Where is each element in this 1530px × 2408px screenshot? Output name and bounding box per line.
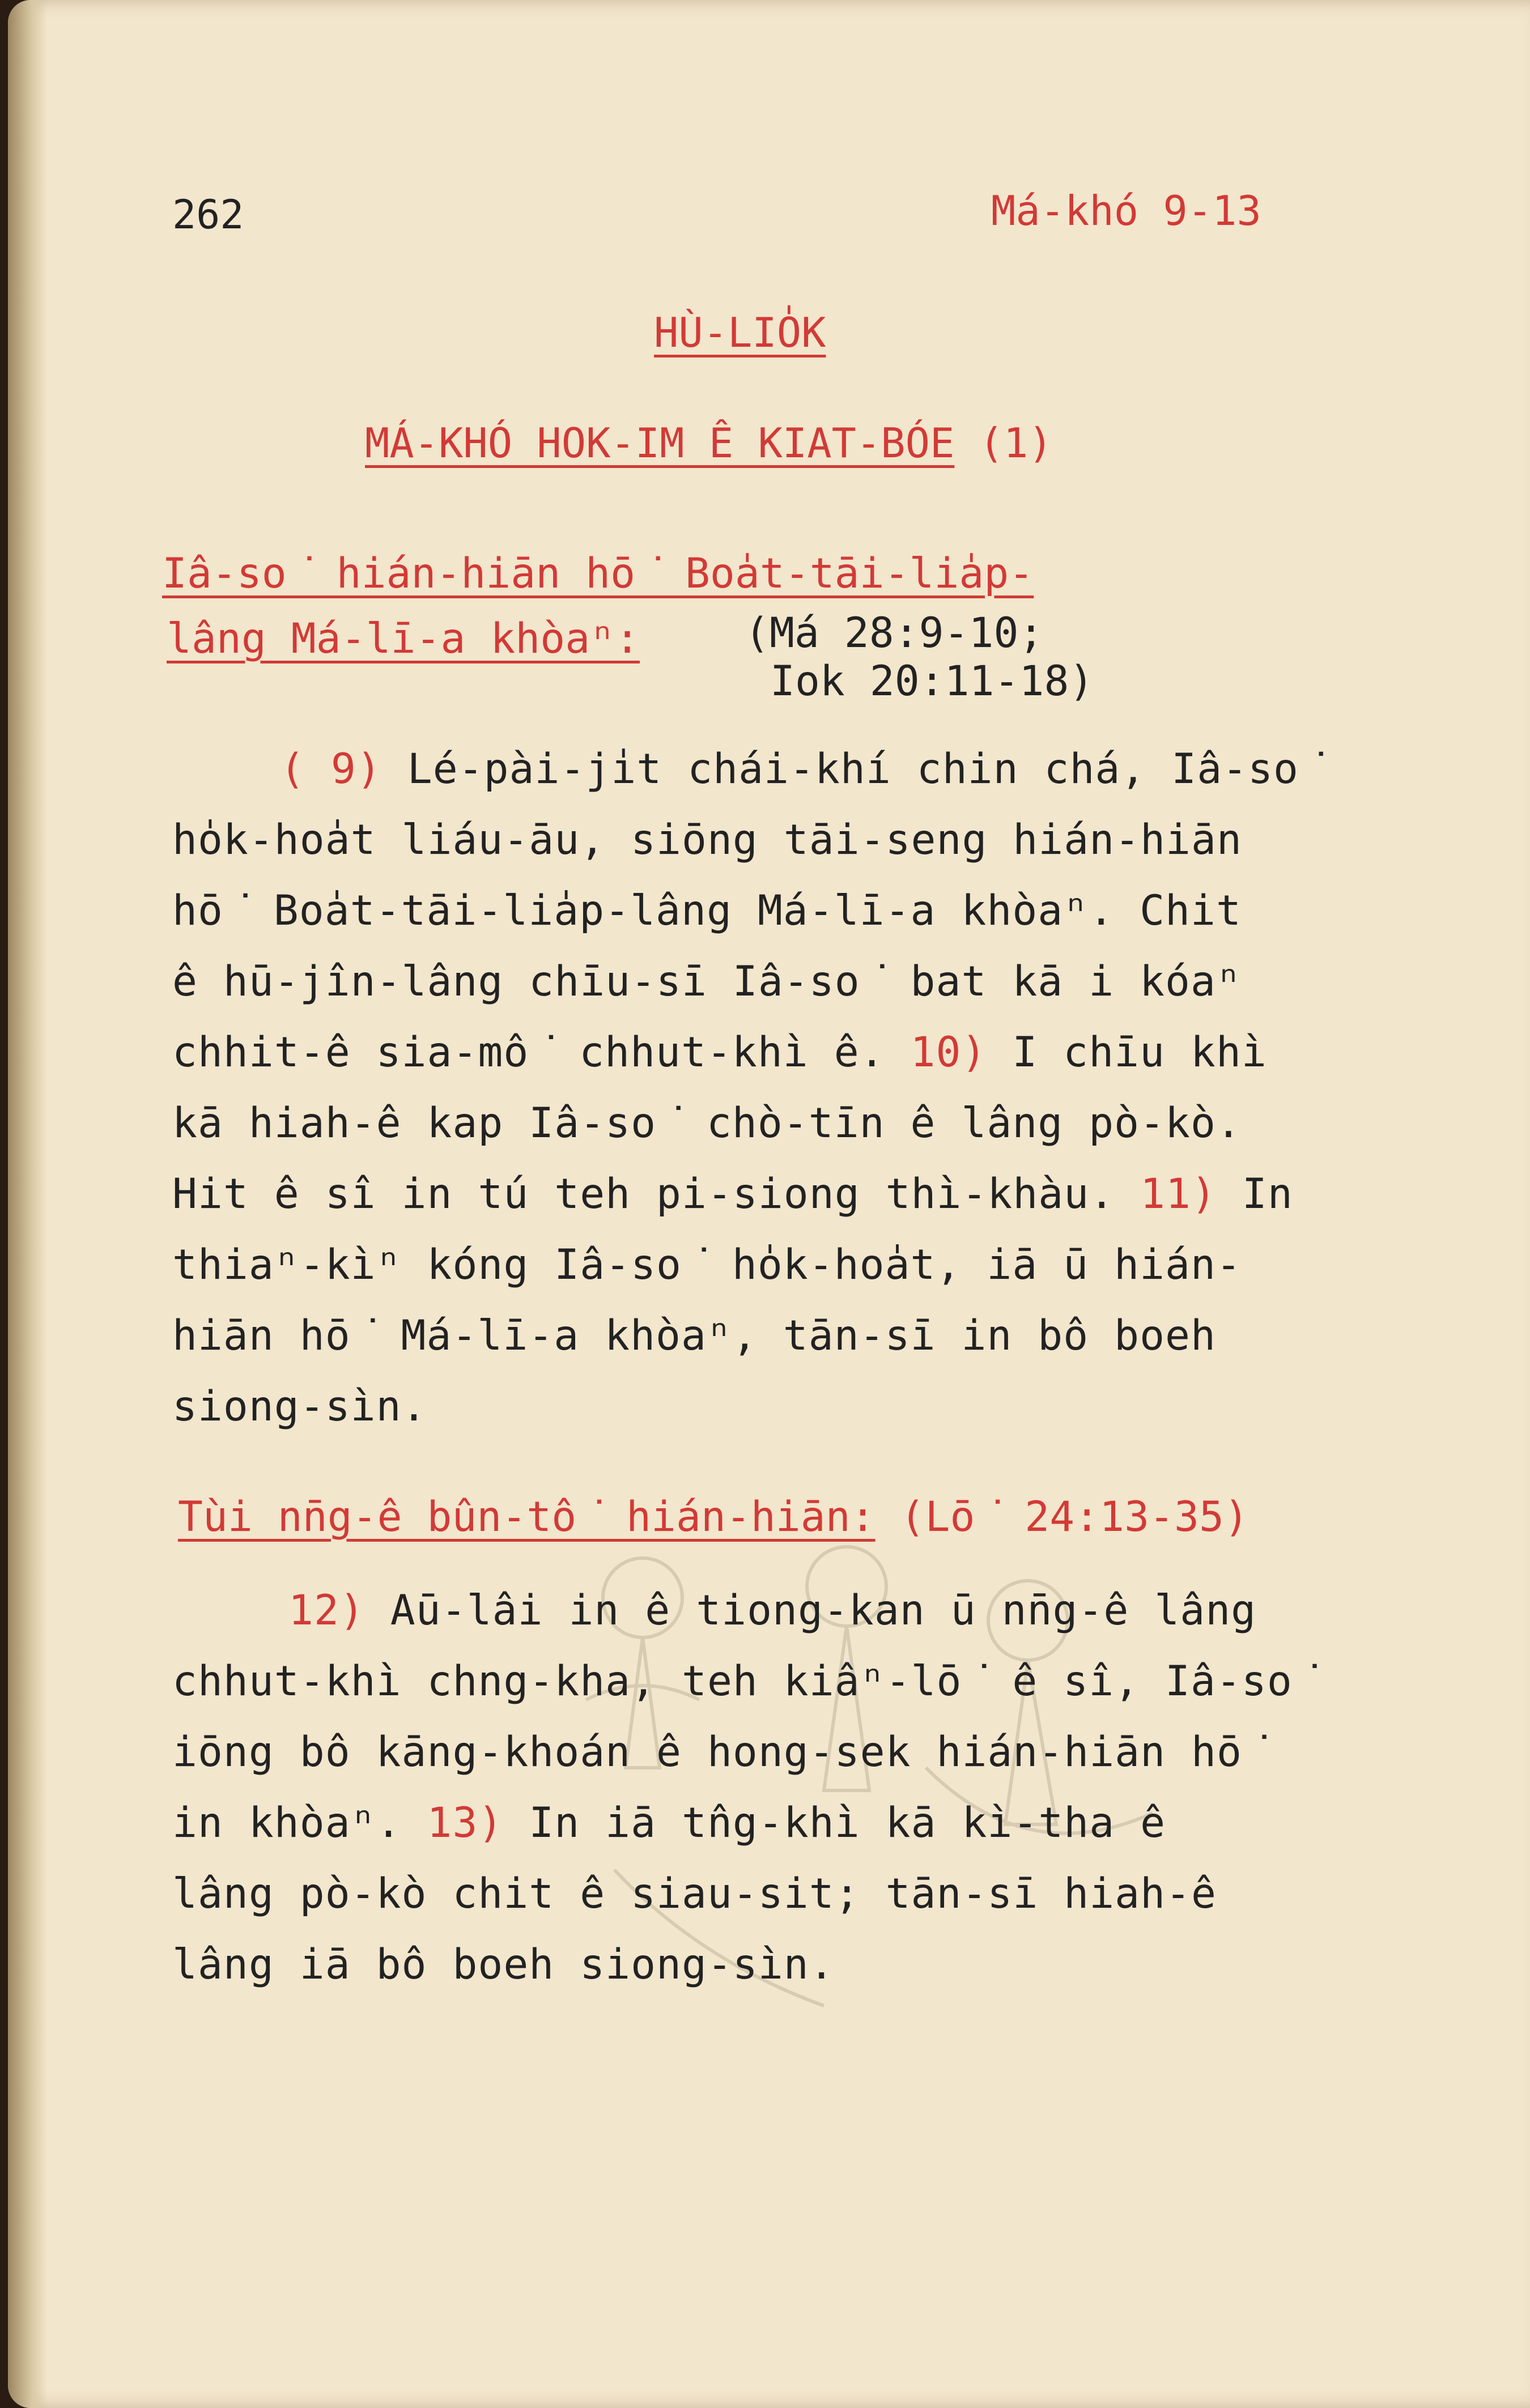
body2-line-1: 12) Aū-lâi in ê tiong-kan ū nn̄g-ê lâng xyxy=(288,1586,1257,1635)
body1-line-3: hō͘ Boa̍t-tāi-lia̍p-lâng Má-lī-a khòaⁿ. Chit xyxy=(172,887,1242,935)
body2-line-4: in khòaⁿ. 13) In iā tn̂g-khì kā kì-tha ê xyxy=(172,1799,1166,1847)
section1-ref-line2: Iok 20:11-18) xyxy=(770,657,1094,705)
verse-number: 13) xyxy=(427,1799,504,1847)
chapter-title: HÙ-LIO̍K xyxy=(654,309,826,356)
body2-line-3: iōng bô kāng-khoán ê hong-sek hián-hiān hō͘ xyxy=(172,1728,1267,1776)
body1-line-8: thiaⁿ-kìⁿ kóng Iâ-so͘ ho̍k-hoa̍t, iā ū hián- xyxy=(172,1241,1242,1289)
body2-line-5: lâng pò-kò chit ê siau-sit; tān-sī hiah-ê xyxy=(172,1870,1217,1918)
section1-heading-line1: Iâ-so͘ hián-hiān hō͘ Boa̍t-tāi-lia̍p- xyxy=(162,550,1034,598)
section2-heading: Tùi nn̄g-ê bûn-tô͘ hián-hiān: (Lō͘ 24:13-35) xyxy=(178,1493,1249,1541)
chapter-subtitle-suffix: (1) xyxy=(979,419,1053,467)
body1-line-6: kā hiah-ê kap Iâ-so͘ chò-tīn ê lâng pò-kò. xyxy=(172,1099,1242,1147)
verse-number: 12) xyxy=(288,1586,365,1635)
running-head: Má-khó 9-13 xyxy=(991,187,1261,235)
body1-line-7: Hit ê sî in tú teh pi-siong thì-khàu. 11) In xyxy=(172,1170,1293,1218)
section2-ref: (Lō͘ 24:13-35) xyxy=(900,1493,1249,1541)
body1-line-5: chhit-ê sia-mô͘ chhut-khì ê. 10) I chīu khì xyxy=(172,1028,1267,1077)
page-number: 262 xyxy=(172,192,244,238)
verse-number: 11) xyxy=(1140,1170,1217,1218)
body1-line-10: siong-sìn. xyxy=(172,1382,427,1431)
chapter-subtitle xyxy=(365,419,1053,467)
verse-number: ( 9) xyxy=(280,745,382,793)
body1-line-4: ê hū-jîn-lâng chīu-sī Iâ-so͘ bat kā i kóaⁿ xyxy=(172,958,1242,1006)
body2-line-2: chhut-khì chng-kha, teh kiâⁿ-lō͘ ê sî, Iâ-so͘ xyxy=(172,1657,1318,1705)
body2-line-6: lâng iā bô boeh siong-sìn. xyxy=(172,1941,835,1989)
verse-number: 10) xyxy=(910,1028,987,1077)
body1-line-2: ho̍k-hoa̍t liáu-āu, siōng tāi-seng hián-hiān xyxy=(172,816,1242,864)
body1-line-1: ( 9) Lé-pài-ji̍t chái-khí chin chá, Iâ-so͘ xyxy=(280,745,1324,793)
book-page xyxy=(8,0,1530,2408)
chapter-subtitle-text: MÁ-KHÓ HOK-IM Ê KIAT-BÓE xyxy=(365,419,955,467)
section1-heading-line2: lâng Má-lī-a khòaⁿ: xyxy=(167,615,640,663)
body1-line-9: hiān hō͘ Má-lī-a khòaⁿ, tān-sī in bô boeh xyxy=(172,1312,1216,1360)
section1-ref-line1: (Má 28:9-10; xyxy=(745,609,1044,657)
page-spine-shadow xyxy=(8,0,48,2408)
